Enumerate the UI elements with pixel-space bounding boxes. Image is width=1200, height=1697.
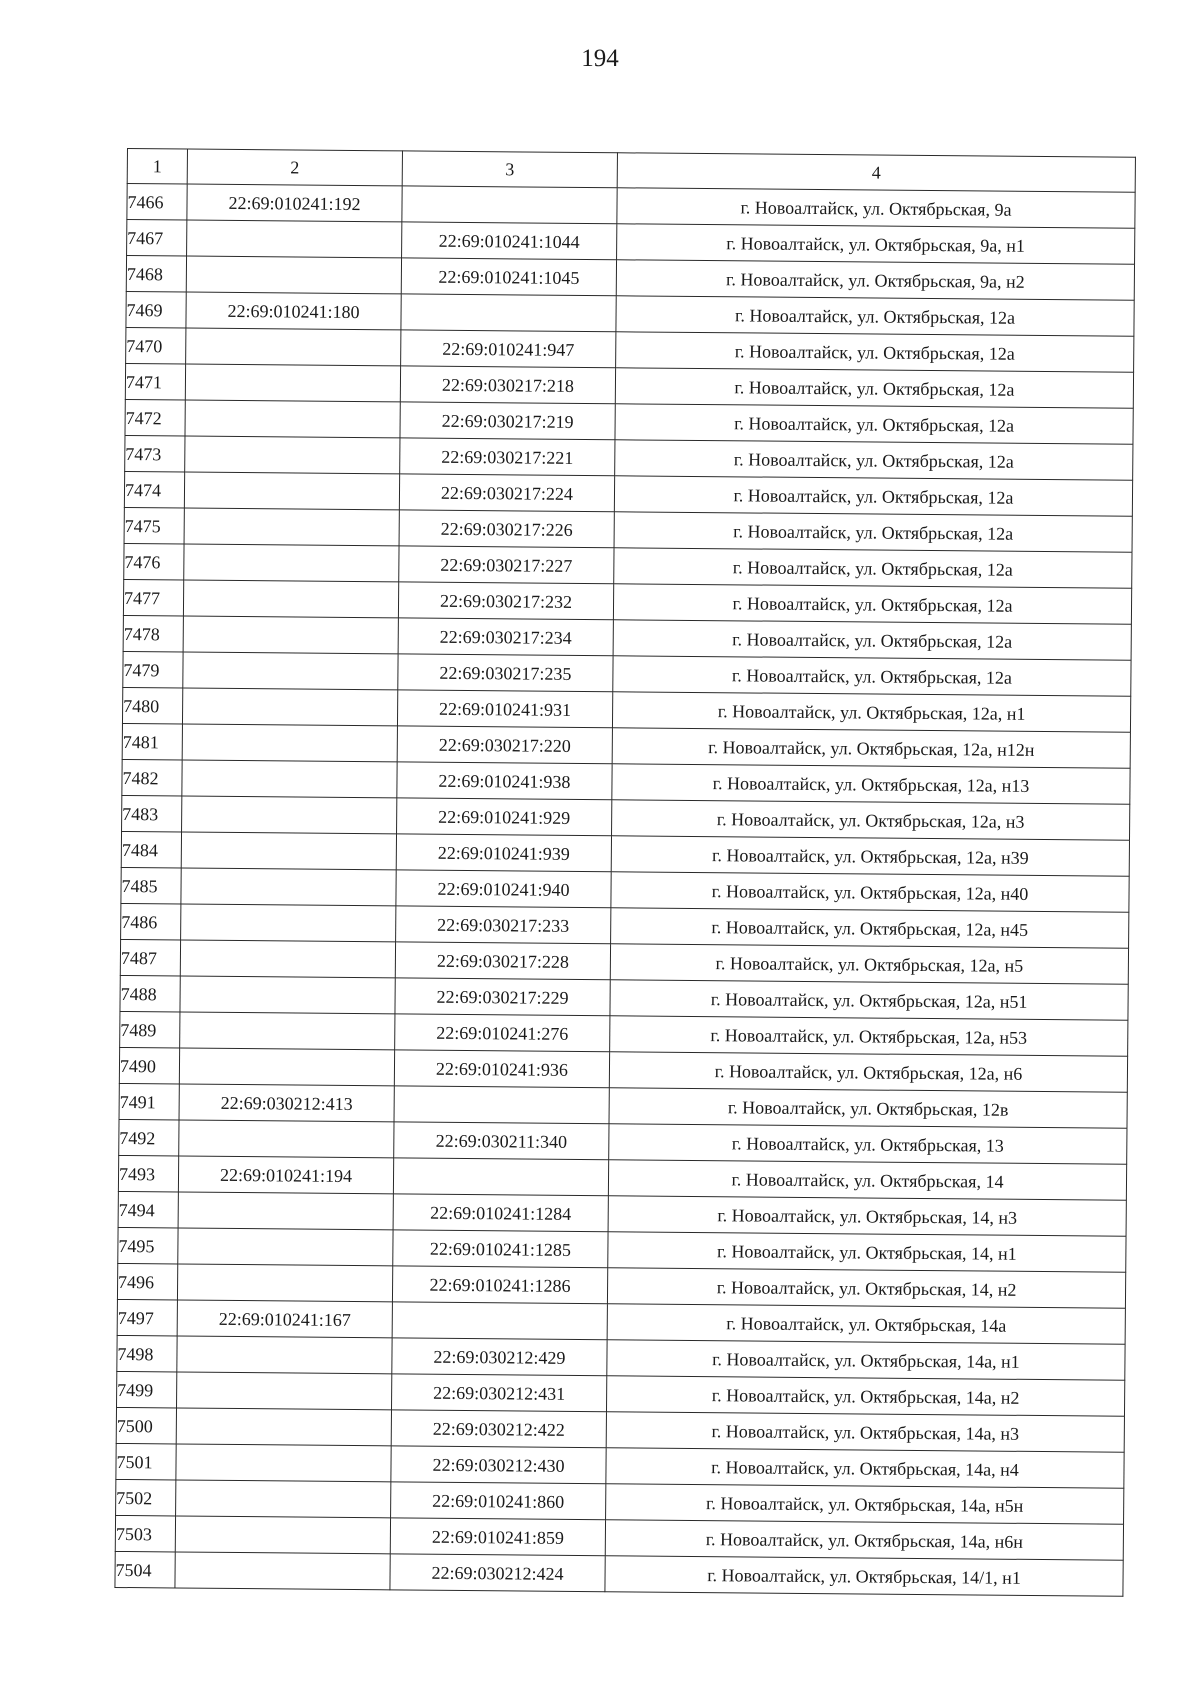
address-cell: г. Новоалтайск, ул. Октябрьская, 12а xyxy=(616,296,1134,337)
column-header-1: 1 xyxy=(127,149,187,185)
row-number-cell: 7500 xyxy=(116,1407,176,1444)
parcel-cadastral-cell xyxy=(181,832,396,870)
address-cell: г. Новоалтайск, ул. Октябрьская, 12а xyxy=(615,440,1133,481)
row-number-cell: 7496 xyxy=(117,1263,177,1300)
row-number-cell: 7503 xyxy=(115,1515,175,1552)
row-number-cell: 7493 xyxy=(118,1155,178,1192)
address-cell: г. Новоалтайск, ул. Октябрьская, 12а xyxy=(615,404,1133,445)
object-cadastral-cell: 22:69:010241:940 xyxy=(396,870,611,908)
parcel-cadastral-cell: 22:69:030212:413 xyxy=(179,1084,394,1122)
object-cadastral-cell: 22:69:030212:424 xyxy=(390,1554,605,1592)
address-cell: г. Новоалтайск, ул. Октябрьская, 12а, н6 xyxy=(609,1052,1127,1093)
parcel-cadastral-cell xyxy=(186,328,401,366)
address-cell: г. Новоалтайск, ул. Октябрьская, 14, н1 xyxy=(608,1232,1126,1273)
parcel-cadastral-cell: 22:69:010241:180 xyxy=(186,292,401,330)
row-number-cell: 7487 xyxy=(120,939,180,976)
parcel-cadastral-cell xyxy=(176,1408,391,1446)
object-cadastral-cell: 22:69:030212:431 xyxy=(391,1374,606,1412)
object-cadastral-cell: 22:69:030217:218 xyxy=(400,366,615,404)
row-number-cell: 7469 xyxy=(126,291,186,328)
object-cadastral-cell: 22:69:030217:227 xyxy=(399,546,614,584)
address-cell: г. Новоалтайск, ул. Октябрьская, 12а, н53 xyxy=(610,1016,1128,1057)
object-cadastral-cell: 22:69:030212:422 xyxy=(391,1410,606,1448)
parcel-cadastral-cell xyxy=(183,652,398,690)
parcel-cadastral-cell xyxy=(176,1444,391,1482)
object-cadastral-cell: 22:69:010241:276 xyxy=(395,1014,610,1052)
address-cell: г. Новоалтайск, ул. Октябрьская, 14, н2 xyxy=(607,1268,1125,1309)
column-header-2: 2 xyxy=(187,149,402,186)
row-number-cell: 7490 xyxy=(119,1047,179,1084)
address-cell: г. Новоалтайск, ул. Октябрьская, 12а, н40 xyxy=(611,872,1129,913)
parcel-cadastral-cell xyxy=(181,868,396,906)
address-cell: г. Новоалтайск, ул. Октябрьская, 12а, н51 xyxy=(610,980,1128,1021)
parcel-cadastral-cell xyxy=(177,1264,392,1302)
address-cell: г. Новоалтайск, ул. Октябрьская, 12а, н5 xyxy=(610,944,1128,985)
address-cell: г. Новоалтайск, ул. Октябрьская, 12а, н39 xyxy=(611,836,1129,877)
parcel-cadastral-cell xyxy=(186,256,401,294)
row-number-cell: 7477 xyxy=(123,579,183,616)
address-cell: г. Новоалтайск, ул. Октябрьская, 12а, н1 xyxy=(612,692,1130,733)
object-cadastral-cell: 22:69:030217:224 xyxy=(399,474,614,512)
object-cadastral-cell: 22:69:030217:234 xyxy=(398,618,613,656)
parcel-cadastral-cell xyxy=(182,760,397,798)
row-number-cell: 7470 xyxy=(126,327,186,364)
object-cadastral-cell: 22:69:010241:860 xyxy=(391,1482,606,1520)
object-cadastral-cell: 22:69:030217:221 xyxy=(400,438,615,476)
row-number-cell: 7471 xyxy=(125,363,185,400)
address-cell: г. Новоалтайск, ул. Октябрьская, 14а, н2 xyxy=(606,1376,1124,1417)
address-cell: г. Новоалтайск, ул. Октябрьская, 14/1, н1 xyxy=(605,1556,1123,1597)
page-number: 194 xyxy=(581,45,619,72)
object-cadastral-cell: 22:69:010241:939 xyxy=(396,834,611,872)
parcel-cadastral-cell xyxy=(183,580,398,618)
parcel-cadastral-cell xyxy=(184,544,399,582)
object-cadastral-cell: 22:69:010241:1285 xyxy=(393,1230,608,1268)
object-cadastral-cell: 22:69:010241:1286 xyxy=(392,1266,607,1304)
row-number-cell: 7467 xyxy=(127,220,187,257)
address-cell: г. Новоалтайск, ул. Октябрьская, 12а, н12н xyxy=(612,728,1130,769)
address-cell: г. Новоалтайск, ул. Октябрьская, 14а, н6н xyxy=(605,1520,1123,1561)
row-number-cell: 7480 xyxy=(122,687,182,724)
row-number-cell: 7491 xyxy=(119,1083,179,1120)
address-cell: г. Новоалтайск, ул. Октябрьская, 9а xyxy=(617,188,1135,229)
address-cell: г. Новоалтайск, ул. Октябрьская, 12а, н45 xyxy=(611,908,1129,949)
address-cell: г. Новоалтайск, ул. Октябрьская, 12а xyxy=(613,620,1131,661)
row-number-cell: 7473 xyxy=(125,435,185,472)
parcel-cadastral-cell xyxy=(175,1552,390,1590)
address-cell: г. Новоалтайск, ул. Октябрьская, 12а, н3 xyxy=(612,800,1130,841)
row-number-cell: 7489 xyxy=(120,1011,180,1048)
parcel-cadastral-cell xyxy=(176,1480,391,1518)
row-number-cell: 7495 xyxy=(118,1227,178,1264)
parcel-cadastral-cell xyxy=(185,364,400,402)
address-cell: г. Новоалтайск, ул. Октябрьская, 12а xyxy=(614,512,1132,553)
object-cadastral-cell xyxy=(394,1086,609,1124)
row-number-cell: 7478 xyxy=(123,615,183,652)
row-number-cell: 7485 xyxy=(121,867,181,904)
address-cell: г. Новоалтайск, ул. Октябрьская, 12а, н13 xyxy=(612,764,1130,805)
object-cadastral-cell xyxy=(402,186,617,224)
parcel-cadastral-cell xyxy=(177,1372,392,1410)
object-cadastral-cell: 22:69:030217:220 xyxy=(397,726,612,764)
row-number-cell: 7499 xyxy=(117,1371,177,1408)
row-number-cell: 7494 xyxy=(118,1191,178,1228)
object-cadastral-cell xyxy=(401,294,616,332)
object-cadastral-cell: 22:69:010241:1044 xyxy=(402,222,617,260)
row-number-cell: 7481 xyxy=(122,723,182,760)
object-cadastral-cell: 22:69:030212:429 xyxy=(392,1338,607,1376)
row-number-cell: 7492 xyxy=(119,1119,179,1156)
object-cadastral-cell: 22:69:030211:340 xyxy=(394,1122,609,1160)
parcel-cadastral-cell: 22:69:010241:192 xyxy=(187,184,402,222)
row-number-cell: 7501 xyxy=(116,1443,176,1480)
object-cadastral-cell: 22:69:030217:229 xyxy=(395,978,610,1016)
row-number-cell: 7474 xyxy=(124,471,184,508)
row-number-cell: 7479 xyxy=(123,651,183,688)
row-number-cell: 7482 xyxy=(122,759,182,796)
row-number-cell: 7488 xyxy=(120,975,180,1012)
registry-table xyxy=(114,148,1136,1597)
object-cadastral-cell: 22:69:010241:947 xyxy=(401,330,616,368)
address-cell: г. Новоалтайск, ул. Октябрьская, 14а, н3 xyxy=(606,1412,1124,1453)
address-cell: г. Новоалтайск, ул. Октябрьская, 12в xyxy=(609,1088,1127,1129)
object-cadastral-cell: 22:69:030217:233 xyxy=(396,906,611,944)
address-cell: г. Новоалтайск, ул. Октябрьская, 12а xyxy=(613,584,1131,625)
column-header-3: 3 xyxy=(402,151,617,188)
parcel-cadastral-cell xyxy=(182,688,397,726)
object-cadastral-cell: 22:69:010241:859 xyxy=(390,1518,605,1556)
column-header-4: 4 xyxy=(617,153,1135,193)
parcel-cadastral-cell xyxy=(177,1336,392,1374)
row-number-cell: 7475 xyxy=(124,507,184,544)
address-cell: г. Новоалтайск, ул. Октябрьская, 12а xyxy=(614,476,1132,517)
parcel-cadastral-cell xyxy=(185,400,400,438)
object-cadastral-cell: 22:69:030217:235 xyxy=(398,654,613,692)
address-cell: г. Новоалтайск, ул. Октябрьская, 12а xyxy=(616,332,1134,373)
address-cell: г. Новоалтайск, ул. Октябрьская, 14а, н5н xyxy=(606,1484,1124,1525)
address-cell: г. Новоалтайск, ул. Октябрьская, 14 xyxy=(608,1160,1126,1201)
object-cadastral-cell: 22:69:030217:228 xyxy=(395,942,610,980)
parcel-cadastral-cell xyxy=(184,508,399,546)
row-number-cell: 7466 xyxy=(127,184,187,221)
parcel-cadastral-cell: 22:69:010241:167 xyxy=(177,1300,392,1338)
object-cadastral-cell: 22:69:030217:226 xyxy=(399,510,614,548)
row-number-cell: 7476 xyxy=(124,543,184,580)
object-cadastral-cell xyxy=(392,1302,607,1340)
table-row xyxy=(115,1551,1123,1596)
parcel-cadastral-cell xyxy=(180,976,395,1014)
object-cadastral-cell: 22:69:010241:1045 xyxy=(401,258,616,296)
parcel-cadastral-cell xyxy=(181,904,396,942)
object-cadastral-cell: 22:69:010241:936 xyxy=(394,1050,609,1088)
object-cadastral-cell: 22:69:010241:931 xyxy=(397,690,612,728)
parcel-cadastral-cell xyxy=(180,940,395,978)
parcel-cadastral-cell xyxy=(178,1228,393,1266)
row-number-cell: 7484 xyxy=(121,831,181,868)
row-number-cell: 7468 xyxy=(126,256,186,293)
object-cadastral-cell: 22:69:010241:938 xyxy=(397,762,612,800)
address-cell: г. Новоалтайск, ул. Октябрьская, 14, н3 xyxy=(608,1196,1126,1237)
parcel-cadastral-cell xyxy=(175,1516,390,1554)
address-cell: г. Новоалтайск, ул. Октябрьская, 12а xyxy=(614,548,1132,589)
registry-table-body xyxy=(115,149,1136,1597)
parcel-cadastral-cell xyxy=(182,796,397,834)
address-cell: г. Новоалтайск, ул. Октябрьская, 9а, н1 xyxy=(617,224,1135,265)
row-number-cell: 7504 xyxy=(115,1551,175,1588)
address-cell: г. Новоалтайск, ул. Октябрьская, 13 xyxy=(609,1124,1127,1165)
object-cadastral-cell: 22:69:030212:430 xyxy=(391,1446,606,1484)
address-cell: г. Новоалтайск, ул. Октябрьская, 14а, н1 xyxy=(607,1340,1125,1381)
object-cadastral-cell: 22:69:010241:929 xyxy=(397,798,612,836)
parcel-cadastral-cell: 22:69:010241:194 xyxy=(178,1156,393,1194)
row-number-cell: 7483 xyxy=(122,795,182,832)
object-cadastral-cell xyxy=(393,1158,608,1196)
parcel-cadastral-cell xyxy=(187,220,402,258)
row-number-cell: 7498 xyxy=(117,1335,177,1372)
object-cadastral-cell: 22:69:030217:232 xyxy=(398,582,613,620)
address-cell: г. Новоалтайск, ул. Октябрьская, 12а xyxy=(613,656,1131,697)
address-cell: г. Новоалтайск, ул. Октябрьская, 12а xyxy=(615,368,1133,409)
row-number-cell: 7502 xyxy=(116,1479,176,1516)
address-cell: г. Новоалтайск, ул. Октябрьская, 9а, н2 xyxy=(616,260,1134,301)
parcel-cadastral-cell xyxy=(184,472,399,510)
parcel-cadastral-cell xyxy=(183,616,398,654)
row-number-cell: 7497 xyxy=(117,1299,177,1336)
object-cadastral-cell: 22:69:010241:1284 xyxy=(393,1194,608,1232)
parcel-cadastral-cell xyxy=(178,1192,393,1230)
row-number-cell: 7472 xyxy=(125,399,185,436)
parcel-cadastral-cell xyxy=(182,724,397,762)
address-cell: г. Новоалтайск, ул. Октябрьская, 14а, н4 xyxy=(606,1448,1124,1489)
parcel-cadastral-cell xyxy=(179,1120,394,1158)
object-cadastral-cell: 22:69:030217:219 xyxy=(400,402,615,440)
row-number-cell: 7486 xyxy=(121,903,181,940)
address-cell: г. Новоалтайск, ул. Октябрьская, 14а xyxy=(607,1304,1125,1345)
parcel-cadastral-cell xyxy=(185,436,400,474)
parcel-cadastral-cell xyxy=(180,1012,395,1050)
parcel-cadastral-cell xyxy=(179,1048,394,1086)
